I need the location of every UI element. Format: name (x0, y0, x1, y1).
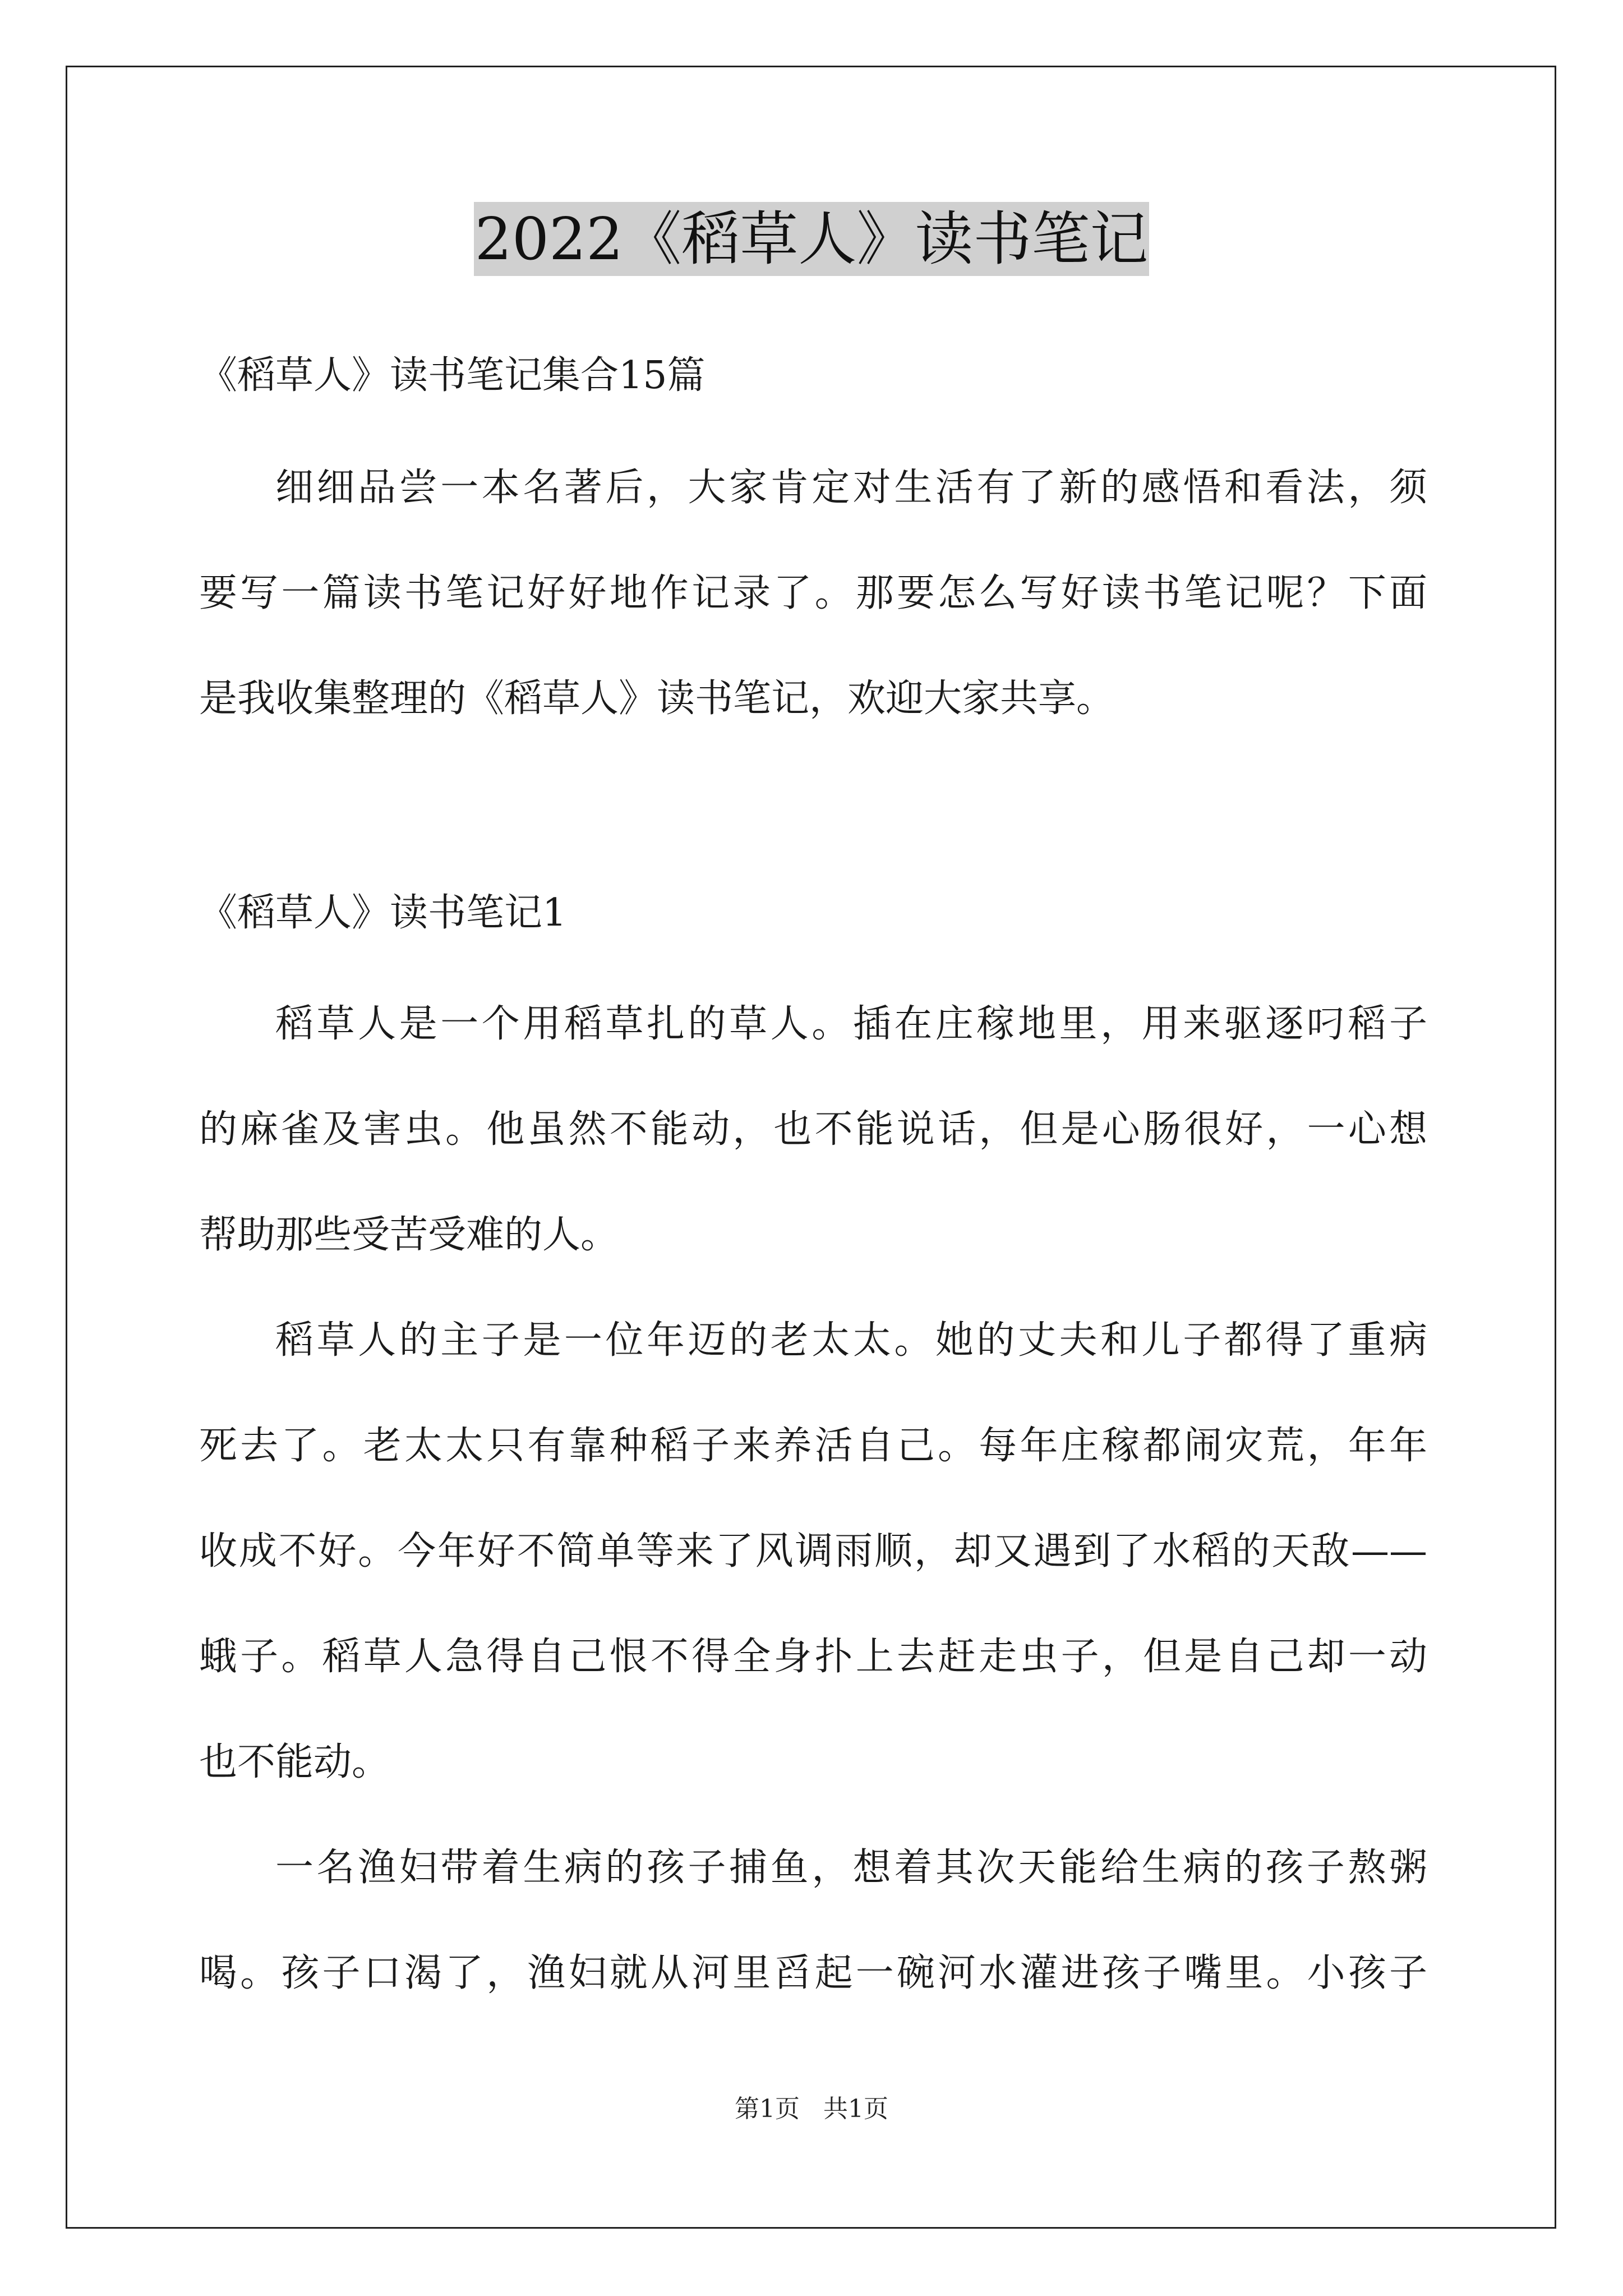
body-line-3: 帮助那些受苦受难的人。 (199, 1213, 619, 1257)
section-heading: 《稻草人》读书笔记1 (199, 891, 567, 935)
body-line-4: 稻草人的主子是一位年迈的老太太。她的丈夫和儿子都得了重病 (275, 1318, 1427, 1363)
page-total: 共1页 (823, 2095, 888, 2123)
intro-line-3: 是我收集整理的《稻草人》读书笔记，欢迎大家共享。 (199, 677, 1115, 721)
body-line-6: 收成不好。今年好不简单等来了风调雨顺，却又遇到了水稻的天敌—— (199, 1529, 1427, 1573)
page-number: 第1页 (735, 2095, 800, 2123)
body-line-8: 也不能动。 (199, 1740, 390, 1784)
body-line-9: 一名渔妇带着生病的孩子捕鱼，想着其次天能给生病的孩子熬粥 (275, 1846, 1427, 1890)
page-footer (0, 2092, 1623, 2126)
body-line-2: 的麻雀及害虫。他虽然不能动，也不能说话，但是心肠很好，一心想 (199, 1107, 1427, 1152)
title-container (0, 202, 1623, 276)
body-line-7: 蛾子。稻草人急得自己恨不得全身扑上去赶走虫子，但是自己却一动 (199, 1635, 1427, 1679)
intro-line-2: 要写一篇读书笔记好好地作记录了。那要怎么写好读书笔记呢？下面 (199, 571, 1427, 615)
body-line-10: 喝。孩子口渴了，渔妇就从河里舀起一碗河水灌进孩子嘴里。小孩子 (199, 1951, 1427, 1995)
document-title: 2022《稻草人》读书笔记 (474, 202, 1150, 276)
intro-line-1: 细细品尝一本名著后，大家肯定对生活有了新的感悟和看法，须 (275, 466, 1427, 510)
body-line-5: 死去了。老太太只有靠种稻子来养活自己。每年庄稼都闹灾荒，年年 (199, 1424, 1427, 1468)
body-line-1: 稻草人是一个用稻草扎的草人。插在庄稼地里，用来驱逐叼稻子 (275, 1002, 1427, 1046)
document-subtitle: 《稻草人》读书笔记集合15篇 (199, 353, 706, 398)
